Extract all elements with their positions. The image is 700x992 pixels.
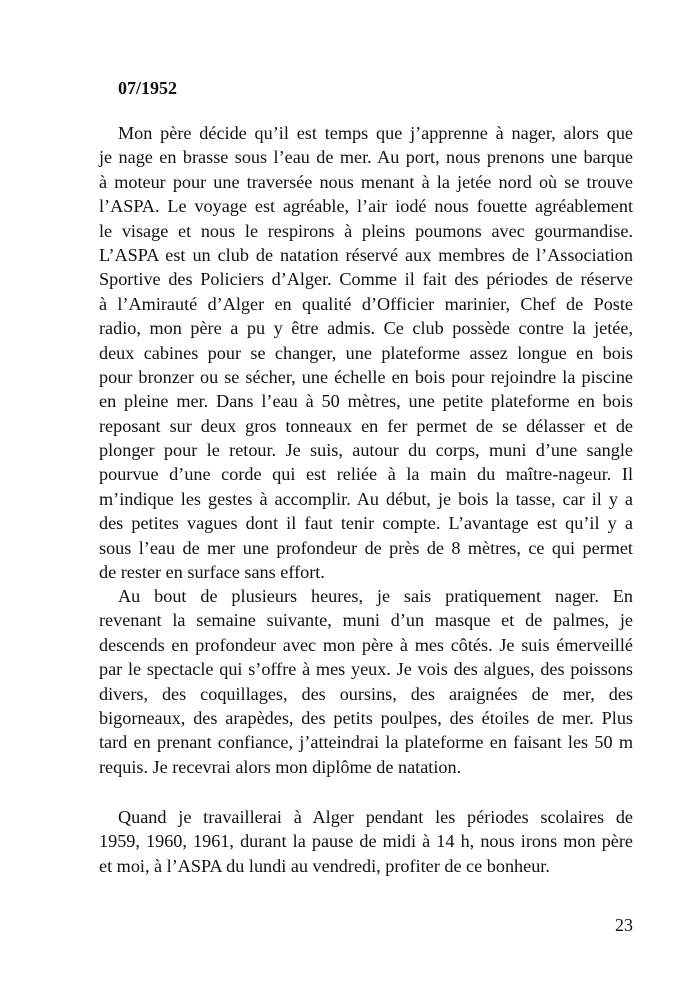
paragraph-3 [99, 805, 633, 878]
text-line: m’indique les gestes à accomplir. Au début, je bois la tasse, car il y a [99, 488, 633, 509]
text-line: et moi, à l’ASPA du lundi au vendredi, profiter de ce bonheur. [99, 855, 550, 876]
text-line: en pleine mer. Dans l’eau à 50 mètres, une petite plateforme en bois [99, 391, 633, 412]
text-line: 1959, 1960, 1961, durant la pause de midi à 14 h, nous irons mon père [99, 831, 633, 852]
text-line: requis. Je recevrai alors mon diplôme de natation. [99, 756, 462, 777]
text-line: des petites vagues dont il faut tenir compte. L’avantage est qu’il y a [99, 513, 633, 534]
text-line: sous l’eau de mer une profondeur de près de 8 mètres, ce qui permet [99, 537, 633, 558]
text-line: plonger pour le retour. Je suis, autour du corps, muni d’une sangle [99, 440, 633, 461]
text-line: reposant sur deux gros tonneaux en fer permet de se délasser et de [99, 415, 633, 436]
text-line: divers, des coquillages, des oursins, des araignées de mer, des [99, 683, 633, 704]
text-line: à l’Amirauté d’Alger en qualité d’Officier marinier, Chef de Poste [99, 293, 633, 314]
paragraph-1 [99, 121, 633, 584]
text-line: Quand je travaillerai à Alger pendant les périodes scolaires de [118, 807, 633, 827]
text-line: bigorneaux, des arapèdes, des petits poulpes, des étoiles de mer. Plus [99, 707, 633, 728]
text-line: radio, mon père a pu y être admis. Ce club possède contre la jetée, [99, 318, 633, 339]
text-line: le visage et nous le respirons à pleins poumons avec gourmandise. [99, 220, 633, 241]
text-line: je nage en brasse sous l’eau de mer. Au port, nous prenons une barque [99, 147, 633, 168]
text-line: revenant la semaine suivante, muni d’un masque et de palmes, je [99, 610, 633, 631]
text-line: tard en prenant confiance, j’atteindrai la plateforme en faisant les 50 m [99, 732, 633, 753]
text-line: pour bronzer ou se sécher, une échelle en bois pour rejoindre la piscine [99, 366, 633, 387]
text-line: deux cabines pour se changer, une plateforme assez longue en bois [99, 342, 633, 363]
text-line: par le spectacle qui s’offre à mes yeux. Je vois des algues, des poissons [99, 659, 633, 680]
paragraph-2 [99, 584, 633, 779]
text-line: Mon père décide qu’il est temps que j’apprenne à nager, alors que [118, 123, 633, 143]
text-line: Au bout de plusieurs heures, je sais pratiquement nager. En [118, 586, 633, 606]
text-line: descends en profondeur avec mon père à mes côtés. Je suis émerveillé [99, 634, 633, 655]
text-line: à moteur pour une traversée nous menant à la jetée nord où se trouve [99, 171, 633, 192]
text-line: l’ASPA. Le voyage est agréable, l’air iodé nous fouette agréablement [99, 196, 633, 217]
text-line: pourvue d’une corde qui est reliée à la main du maître-nageur. Il [99, 464, 633, 485]
page-number: 23 [615, 915, 633, 935]
text-line: L’ASPA est un club de natation réservé aux membres de l’Association [99, 244, 633, 265]
section-date-heading: 07/1952 [118, 78, 178, 98]
text-line: de rester en surface sans effort. [99, 562, 325, 583]
text-line: Sportive des Policiers d’Alger. Comme il fait des périodes de réserve [99, 269, 633, 290]
